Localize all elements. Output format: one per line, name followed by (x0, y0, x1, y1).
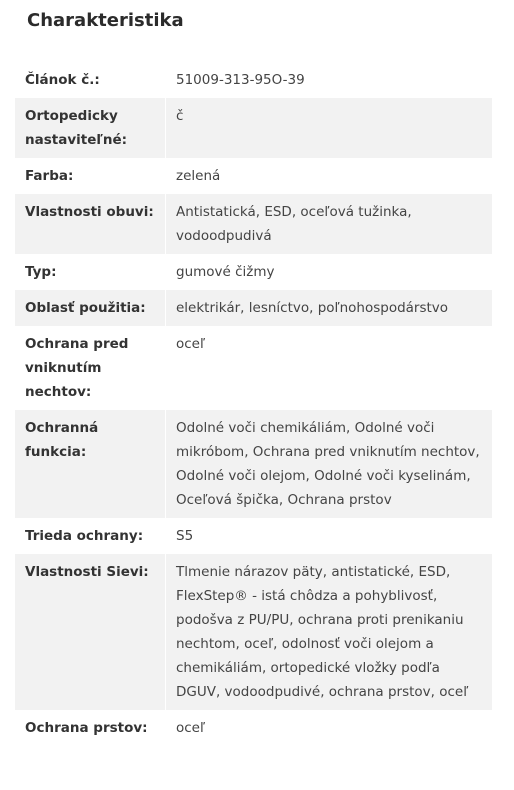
row-label: Ortopedicky nastaviteľné: (15, 98, 166, 158)
table-row (15, 554, 492, 710)
table-row (15, 254, 492, 290)
row-label: Trieda ochrany: (25, 528, 144, 544)
row-value: Odolné voči chemikáliám, Odolné voči mikróbom, Ochrana pred vniknutím nechtov, Odolné voči olejom, Odolné voči kyselinám, Oceľová špička, Ochrana prstov (166, 410, 493, 518)
row-label: Vlastnosti Sievi: (15, 554, 166, 710)
table-row (15, 410, 492, 518)
row-value: zelená (166, 158, 493, 194)
row-label: Ochrana pred vniknutím nechtov: (25, 336, 129, 400)
row-label: Farba: (25, 168, 74, 184)
row-value: Tlmenie nárazov päty, antistatické, ESD, FlexStep® - istá chôdza a pohyblivosť, podošva z PU/PU, ochrana proti prenikaniu nechtom, oceľ, odolnosť voči olejom a chemikáliám, ortopedické vložky podľa DGUV, vodoodpudivé, ochrana prstov, oceľ (166, 554, 493, 710)
table-row (15, 290, 492, 326)
row-value: oceľ (166, 710, 493, 746)
row-label: Typ: (25, 264, 57, 280)
row-value: Antistatická, ESD, oceľová tužinka, vodoodpudivá (166, 194, 493, 254)
table-row (15, 98, 492, 158)
row-label: Ochrana prstov: (25, 720, 148, 736)
row-value: S5 (166, 518, 493, 554)
row-value: č (166, 98, 493, 158)
row-value: oceľ (166, 326, 493, 410)
table-row (15, 518, 492, 554)
section-heading: Charakteristika (27, 10, 184, 31)
row-label: Ochranná funkcia: (15, 410, 166, 518)
table-row (15, 194, 492, 254)
table-row (15, 710, 492, 746)
row-value: gumové čižmy (166, 254, 493, 290)
row-label: Oblasť použitia: (15, 290, 166, 326)
table-row (15, 326, 492, 410)
row-label: Vlastnosti obuvi: (15, 194, 166, 254)
row-value: elektrikár, lesníctvo, poľnohospodárstvo (166, 290, 493, 326)
row-label: Článok č.: (25, 72, 100, 88)
specs-table (15, 62, 492, 746)
table-row (15, 62, 492, 98)
table-row (15, 158, 492, 194)
row-value: 51009-313-95O-39 (166, 62, 493, 98)
